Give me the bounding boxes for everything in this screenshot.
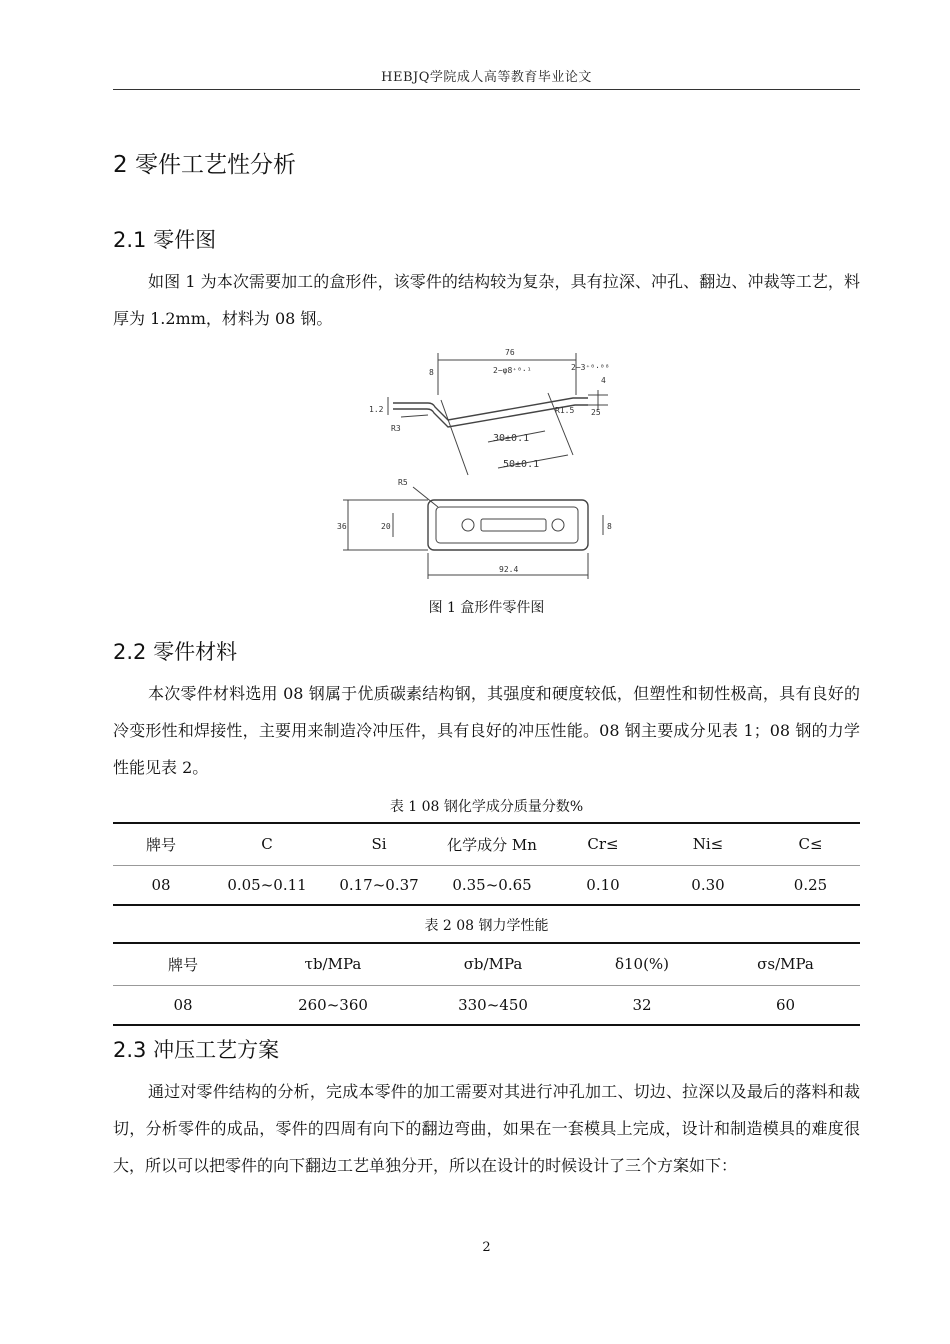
table-1-caption: 表 1 08 钢化学成分质量分数% (389, 799, 584, 815)
dim-76-label: 76 (505, 348, 515, 357)
header-rule (113, 89, 860, 90)
dim-36-label: 36 (337, 522, 347, 531)
table-2-caption: 表 2 08 钢力学性能 (424, 918, 549, 934)
running-header: HEBJQ学院成人高等教育毕业论文 (381, 70, 592, 85)
table-row (113, 985, 860, 1025)
section-2-1-paragraph: 如图 1 为本次需要加工的盒形件，该零件的结构较为复杂，具有拉深、冲孔、翻边、冲裁等工艺，料厚为 1.2mm，材料为 08 钢。 (113, 272, 860, 328)
radius-r5-label: R5 (398, 478, 408, 487)
table-1-cell: 0.35~0.65 (433, 865, 551, 905)
section-2-2-paragraph: 本次零件材料选用 08 钢属于优质碳素结构钢，其强度和硬度较低，但塑性和韧性极高，具有良好的冷变形性和焊接性，主要用来制造冷冲压件，具有良好的冲压性能。08 钢主要成分见表 1；08 钢的力学性能见表 2。 (113, 684, 860, 777)
table-1-cell: 0.25 (761, 865, 860, 905)
table-1-cell: 0.17~0.37 (325, 865, 433, 905)
table-1-header: Ni≤ (655, 823, 761, 865)
table-1-header: Cr≤ (551, 823, 655, 865)
section-2-3-title: 2.3 冲压工艺方案 (113, 1038, 280, 1062)
table-1-header: C (209, 823, 325, 865)
table-2-header: τb/MPa (253, 943, 413, 985)
section-2-3-paragraph: 通过对零件结构的分析，完成本零件的加工需要对其进行冲孔加工、切边、拉深以及最后的落料和裁切，分析零件的成品，零件的四周有向下的翻边弯曲，如果在一套模具上完成，设计和制造模具的难度很大，所以可以把零件的向下翻边工艺单独分开，所以在设计的时候设计了三个方案如下： (113, 1082, 860, 1175)
table-2-header-row (113, 943, 860, 985)
table-1-cell: 0.10 (551, 865, 655, 905)
hole-spec-1: 2−φ8⁺⁰·¹ (493, 366, 532, 375)
dim-50-label: 50±0.1 (503, 459, 540, 470)
table-row (113, 865, 860, 905)
table-2 (113, 942, 860, 1026)
table-1-header: 牌号 (113, 823, 209, 865)
figure-background (333, 335, 618, 585)
table-2-cell: 260~360 (253, 985, 413, 1025)
radius-r1-5-label: R1.5 (555, 406, 575, 415)
dim-8-label: 8 (429, 368, 434, 377)
dim-1-2-label: 1.2 (369, 405, 384, 414)
section-2-1-title: 2.1 零件图 (113, 228, 217, 252)
table-2-cell: 330~450 (413, 985, 573, 1025)
section-2-2-title: 2.2 零件材料 (113, 640, 238, 664)
dim-92-4-label: 92.4 (499, 565, 519, 574)
table-2-cell: 60 (711, 985, 860, 1025)
radius-r3-label: R3 (391, 424, 401, 433)
figure-caption: 图 1 盒形件零件图 (428, 600, 545, 616)
dim-4-label: 4 (601, 376, 606, 385)
dim-20-label: 20 (381, 522, 391, 531)
hole-spec-2: 2−3⁺⁰·⁰⁸ (571, 363, 610, 372)
page-number: 2 (482, 1240, 491, 1255)
table-1-cell: 08 (113, 865, 209, 905)
table-1-cell: 0.05~0.11 (209, 865, 325, 905)
dim-25-label: 25 (591, 408, 601, 417)
table-2-header: σs/MPa (711, 943, 860, 985)
part-drawing-figure (333, 335, 618, 585)
table-2-cell: 32 (573, 985, 711, 1025)
table-1-header: 化学成分 Mn (433, 823, 551, 865)
table-2-cell: 08 (113, 985, 253, 1025)
table-1 (113, 822, 860, 906)
table-2-header: σb/MPa (413, 943, 573, 985)
table-2-header: δ10(%) (573, 943, 711, 985)
table-1-header: C≤ (761, 823, 860, 865)
table-2-header: 牌号 (113, 943, 253, 985)
table-1-cell: 0.30 (655, 865, 761, 905)
dim-30-label: 30±0.1 (493, 433, 530, 444)
dim-8b-label: 8 (607, 522, 612, 531)
table-1-header: Si (325, 823, 433, 865)
table-1-header-row (113, 823, 860, 865)
chapter-title: 2 零件工艺性分析 (113, 152, 296, 178)
